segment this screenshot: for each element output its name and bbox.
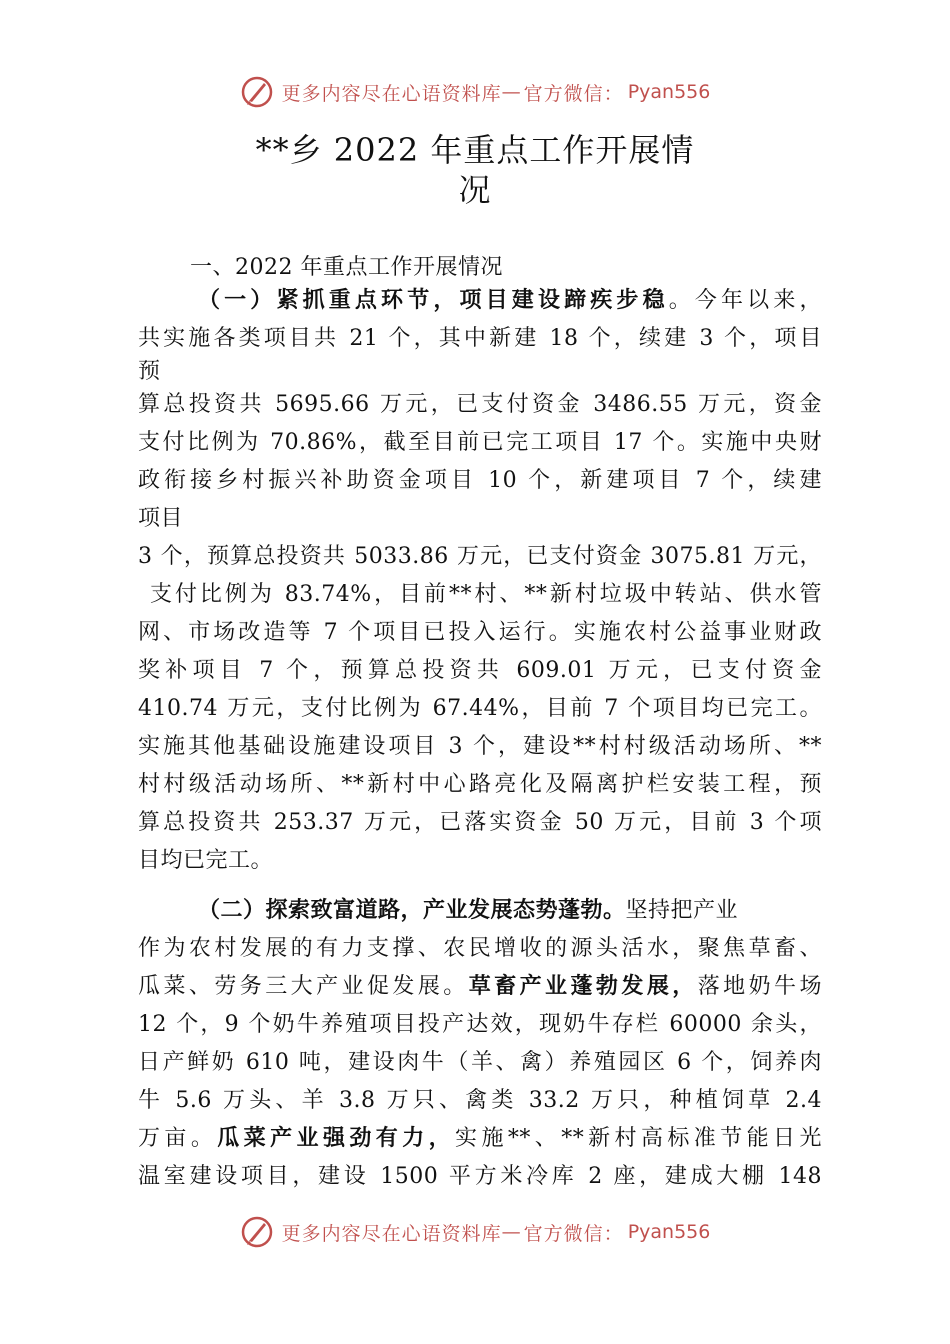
para1-line-5: 支付比例为 70.86%，截至目前已完工项目 17 个。实施中央财	[138, 430, 822, 455]
watermark-dash: —	[501, 1221, 522, 1243]
watermark-weixin-label: 官方微信：	[523, 1222, 624, 1245]
para2-bold-subheading-2: 瓜菜产业强劲有力，	[217, 1126, 456, 1151]
para2-bold-heading: （二）探索致富道路，产业发展态势蓬勃。	[198, 898, 626, 923]
quill-seal-icon	[240, 75, 274, 109]
para2-line-1	[138, 892, 822, 930]
para2-line-7-a: 万亩。	[138, 1126, 218, 1151]
para2-line-3	[138, 968, 822, 1006]
para1-line-13: 实施其他基础设施建设项目 3 个，建设**村村级活动场所、**	[138, 734, 822, 759]
para1-line-9: 支付比例为 83.74%，目前**村、**新村垃圾中转站、供水管	[150, 582, 822, 607]
title-line-2: 况	[458, 171, 492, 209]
para2-line-4: 12 个，9 个奶牛养殖项目投产达效，现奶牛存栏 60000 余头，	[138, 1012, 822, 1037]
para1-line-1	[138, 282, 822, 320]
watermark-footer	[0, 1212, 950, 1252]
para1-line-4: 算总投资共 5695.66 万元，已支付资金 3486.55 万元，资金	[138, 392, 822, 417]
para2-line-3-c: 落地奶牛场	[697, 974, 822, 999]
section-heading: 一、2022 年重点工作开展情况	[190, 255, 503, 280]
para2-line-3-a: 瓜菜、劳务三大产业促发展。	[138, 974, 469, 999]
para1-line-14: 村村级活动场所、**新村中心路亮化及隔离护栏安装工程，预	[138, 772, 822, 797]
para1-line-16: 目均已完工。	[138, 848, 274, 873]
para2-line-6: 牛 5.6 万头、羊 3.8 万只、禽类 33.2 万只，种植饲草 2.4	[138, 1088, 822, 1113]
document-title	[0, 130, 950, 210]
para2-line-1-rest: 坚持把产业	[625, 898, 739, 923]
watermark-weixin-label: 官方微信：	[523, 82, 624, 105]
para1-line-2: 共实施各类项目共 21 个，其中新建 18 个，续建 3 个，项目	[138, 326, 822, 351]
watermark-header	[0, 72, 950, 112]
para2-line-7	[138, 1120, 822, 1158]
para1-line-11: 奖补项目 7 个，预算总投资共 609.01 万元，已支付资金	[138, 658, 822, 683]
quill-seal-icon	[240, 1215, 274, 1249]
para1-line-10: 网、市场改造等 7 个项目已投入运行。实施农村公益事业财政	[138, 620, 822, 645]
watermark-brand: 更多内容尽在心语资料库	[281, 1222, 502, 1245]
watermark-weixin-id: Pyan556	[627, 81, 711, 103]
para2-line-8: 温室建设项目，建设 1500 平方米冷库 2 座，建成大棚 148	[138, 1164, 822, 1189]
para1-line-6: 政衔接乡村振兴补助资金项目 10 个，新建项目 7 个，续建	[138, 468, 822, 493]
para1-line-3: 预	[138, 359, 161, 384]
watermark-weixin-id: Pyan556	[627, 1221, 711, 1243]
para1-line-7: 项目	[138, 506, 184, 531]
document-body	[138, 254, 822, 1196]
para2-line-2: 作为农村发展的有力支撑、农民增收的源头活水，聚焦草畜、	[138, 936, 822, 961]
para2-line-7-c: 实施**、**新村高标准节能日光	[455, 1126, 822, 1151]
watermark-dash: —	[501, 81, 522, 103]
para2-line-5: 日产鲜奶 610 吨，建设肉牛（羊、禽）养殖园区 6 个，饲养肉	[138, 1050, 822, 1075]
para1-bold-heading: （一）紧抓重点环节，项目建设蹄疾步稳	[198, 288, 669, 313]
para1-line-8: 3 个，预算总投资共 5033.86 万元，已支付资金 3075.81 万元，	[138, 544, 822, 569]
para2-bold-subheading-1: 草畜产业蓬勃发展，	[468, 974, 698, 999]
title-line-1: **乡 2022 年重点工作开展情	[255, 131, 695, 169]
watermark-brand: 更多内容尽在心语资料库	[281, 82, 502, 105]
para1-line-1-rest: 。今年以来，	[668, 288, 822, 313]
para1-line-12: 410.74 万元，支付比例为 67.44%，目前 7 个项目均已完工。	[138, 696, 822, 721]
paragraph-gap	[138, 880, 822, 892]
para1-line-15: 算总投资共 253.37 万元，已落实资金 50 万元，目前 3 个项	[138, 810, 822, 835]
